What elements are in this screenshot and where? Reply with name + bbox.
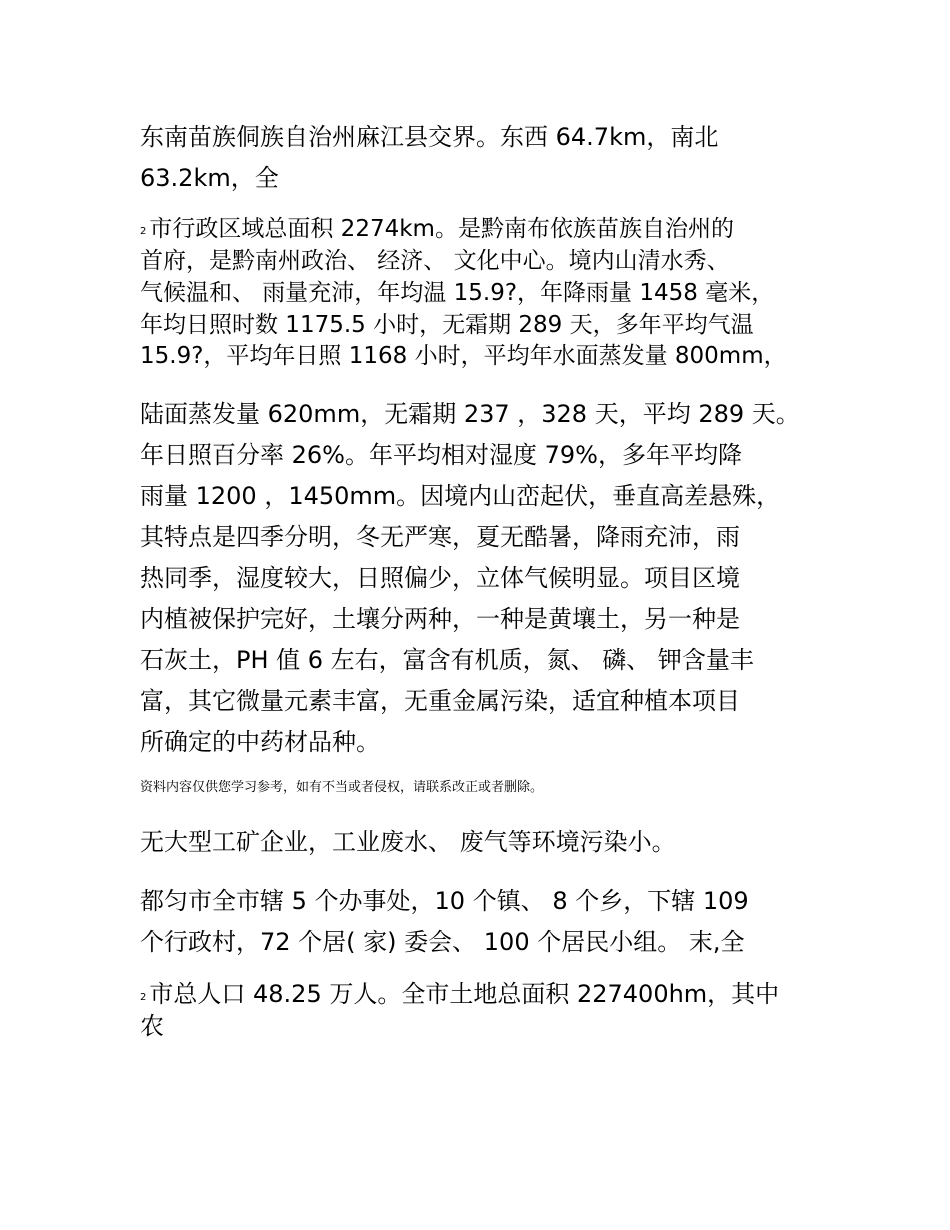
paragraph-line: 陆面蒸发量 620mm，无霜期 237 ，328 天，平均 289 天。 <box>140 400 800 428</box>
paragraph-line: 农 <box>140 1012 164 1040</box>
superscript-mark: 2 <box>140 992 147 1003</box>
paragraph-line: 年均日照时数 1175.5 小时，无霜期 289 天，多年平均气温 <box>140 312 754 338</box>
paragraph-line: 内植被保护完好，土壤分两种，一种是黄壤土，另一种是 <box>140 605 740 633</box>
paragraph-line: 东南苗族侗族自治州麻江县交界。东西 64.7km，南北 <box>140 123 719 151</box>
paragraph-line: 石灰土，PH 值 6 左右，富含有机质，氮、 磷、 钾含量丰 <box>140 646 754 674</box>
paragraph-line: 63.2km，全 <box>140 164 279 192</box>
paragraph-line: 无大型工矿企业，工业废水、 废气等环境污染小。 <box>140 828 676 856</box>
paragraph-line: 热同季，湿度较大，日照偏少，立体气候明显。项目区境 <box>140 564 740 592</box>
paragraph-line <box>140 215 734 246</box>
paragraph-line: 其特点是四季分明，冬无严寒，夏无酷暑，降雨充沛，雨 <box>140 523 740 551</box>
paragraph-line <box>140 979 779 1013</box>
paragraph-line: 15.9?，平均年日照 1168 小时，平均年水面蒸发量 800mm， <box>140 343 787 369</box>
paragraph-line: 所确定的中药材品种。 <box>140 728 380 756</box>
paragraph-line: 富，其它微量元素丰富，无重金属污染，适宜种植本项目 <box>140 687 740 715</box>
paragraph-line-text: 市总人口 48.25 万人。全市土地总面积 227400hm，其中 <box>149 980 780 1008</box>
disclaimer-note: 资料内容仅供您学习参考，如有不当或者侵权，请联系改正或者删除。 <box>140 780 544 795</box>
paragraph-line: 雨量 1200 ，1450mm。因境内山峦起伏，垂直高差悬殊， <box>140 482 781 510</box>
paragraph-line-text: 市行政区域总面积 2274km。是黔南布依族苗族自治州的 <box>149 216 734 242</box>
superscript-mark: 2 <box>140 226 147 237</box>
paragraph-line: 年日照百分率 26%。年平均相对湿度 79%，多年平均降 <box>140 441 742 469</box>
paragraph-line: 个行政村，72 个居( 家) 委会、 100 个居民小组。 末,全 <box>140 928 745 956</box>
paragraph-line: 首府，是黔南州政治、 经济、 文化中心。境内山清水秀、 <box>140 248 730 274</box>
paragraph-line: 气候温和、 雨量充沛，年均温 15.9?，年降雨量 1458 毫米， <box>140 280 775 306</box>
paragraph-line: 都匀市全市辖 5 个办事处，10 个镇、 8 个乡，下辖 109 <box>140 887 749 915</box>
